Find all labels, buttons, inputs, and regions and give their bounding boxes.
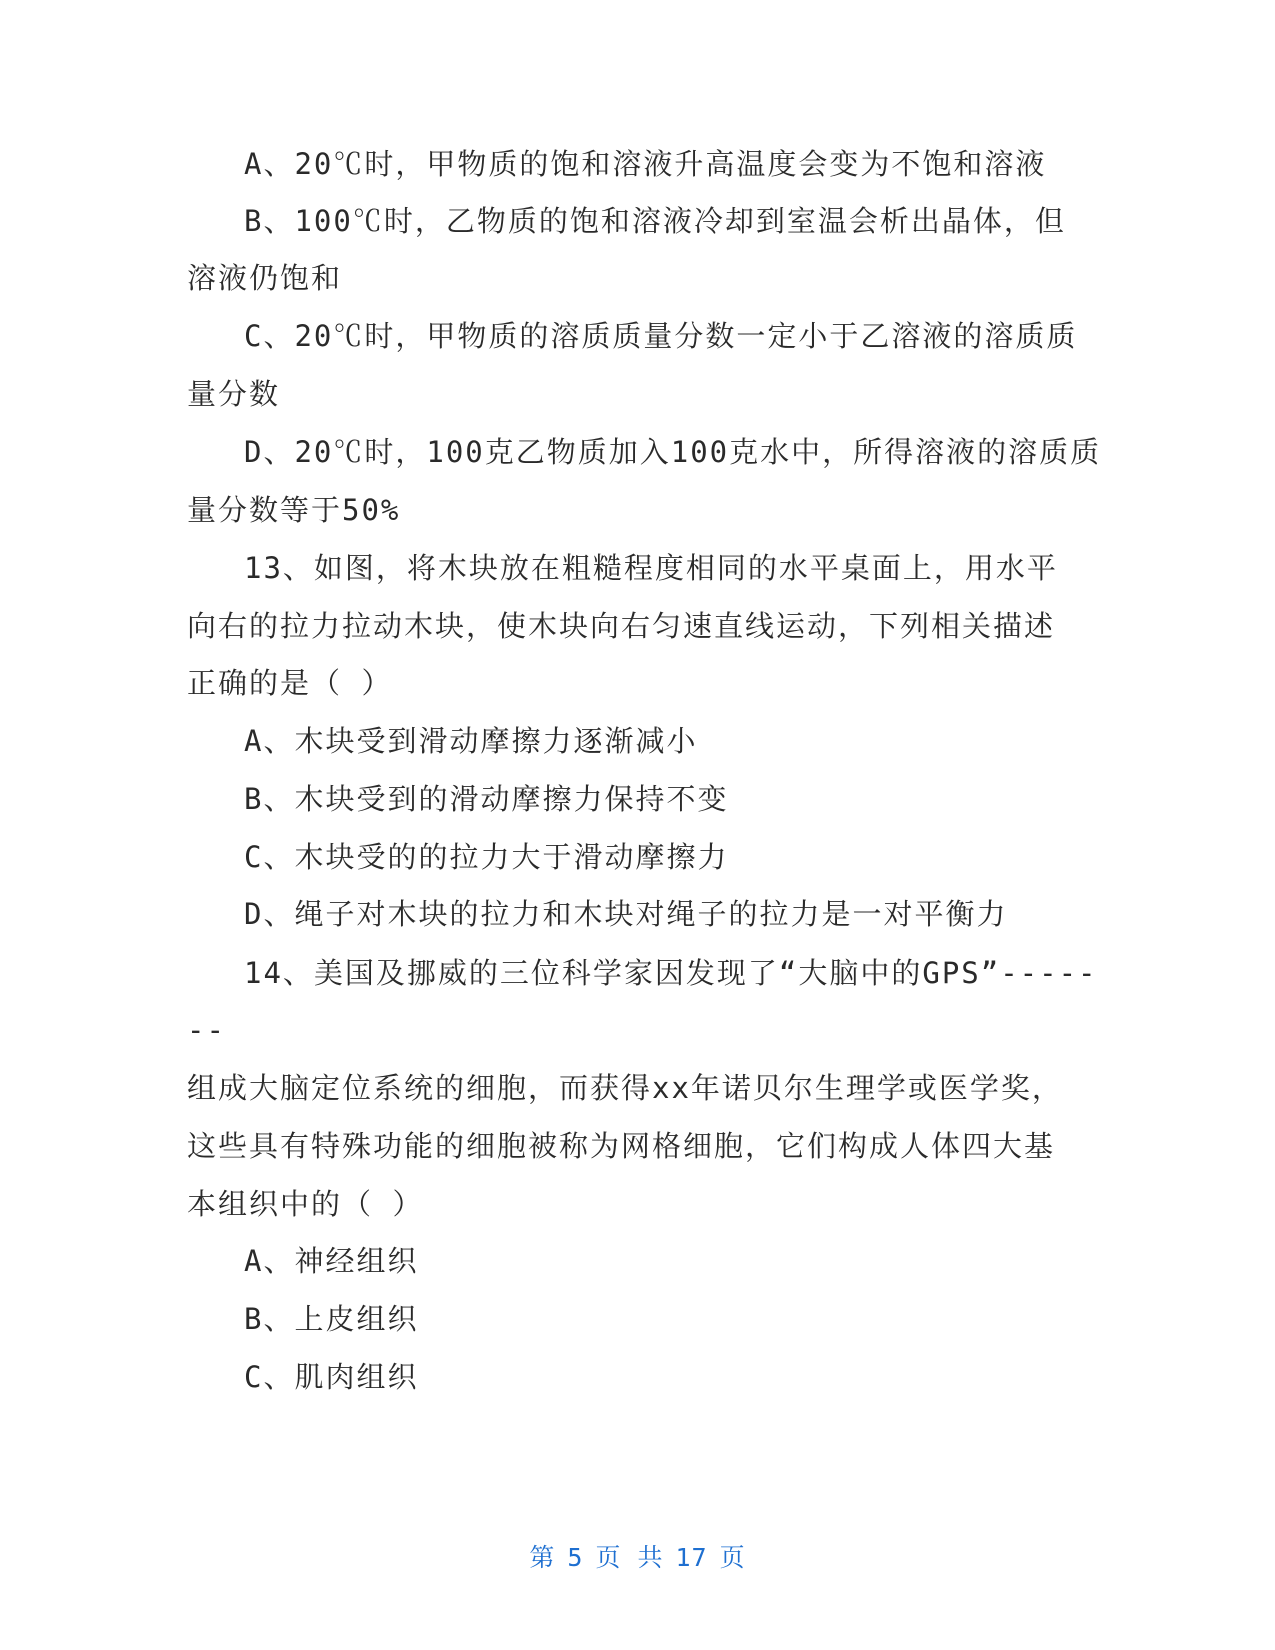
q13-option-d: D、绳子对木块的拉力和木块对绳子的拉力是一对平衡力	[244, 897, 1008, 931]
q13-option-c: C、木块受的的拉力大于滑动摩擦力	[244, 840, 729, 874]
q12-option-a: A、20℃时，甲物质的饱和溶液升高温度会变为不饱和溶液	[244, 147, 1047, 181]
q14-stem-line-3: 组成大脑定位系统的细胞，而获得xx年诺贝尔生理学或医学奖，	[187, 1071, 1063, 1105]
q14-option-c: C、肌肉组织	[244, 1360, 419, 1394]
q12-option-c-continued: 量分数	[187, 377, 281, 411]
q13-stem-line-3: 正确的是（ ）	[187, 666, 393, 700]
q14-option-b: B、上皮组织	[244, 1302, 419, 1336]
page-footer	[0, 1542, 1275, 1574]
footer-total-pages: 17	[675, 1543, 708, 1572]
footer-current-page: 5	[567, 1543, 584, 1572]
q14-stem-line-4: 这些具有特殊功能的细胞被称为网格细胞，它们构成人体四大基	[187, 1129, 1056, 1163]
footer-suffix: 页	[719, 1543, 746, 1572]
q12-option-d-continued: 量分数等于50%	[187, 493, 401, 527]
q13-stem: 13、如图，将木块放在粗糙程度相同的水平桌面上，用水平	[244, 551, 1058, 585]
q12-option-d: D、20℃时，100克乙物质加入100克水中，所得溶液的溶质质	[244, 435, 1102, 469]
q12-option-c: C、20℃时，甲物质的溶质质量分数一定小于乙溶液的溶质质	[244, 319, 1078, 353]
q13-option-b: B、木块受到的滑动摩擦力保持不变	[244, 782, 729, 816]
q14-option-a: A、神经组织	[244, 1244, 419, 1278]
q14-stem: 14、美国及挪威的三位科学家因发现了“大脑中的GPS”-----	[244, 956, 1098, 990]
q13-stem-line-2: 向右的拉力拉动木块，使木块向右匀速直线运动，下列相关描述	[187, 609, 1056, 643]
q14-stem-line-5: 本组织中的（ ）	[187, 1187, 424, 1221]
footer-prefix: 第	[529, 1543, 556, 1572]
q14-stem-line-2: --	[187, 1013, 226, 1047]
q13-option-a: A、木块受到滑动摩擦力逐渐减小	[244, 724, 698, 758]
q12-option-b-continued: 溶液仍饱和	[187, 261, 343, 295]
footer-middle: 页 共	[595, 1543, 664, 1572]
q12-option-b: B、100℃时，乙物质的饱和溶液冷却到室温会析出晶体，但	[244, 204, 1066, 238]
